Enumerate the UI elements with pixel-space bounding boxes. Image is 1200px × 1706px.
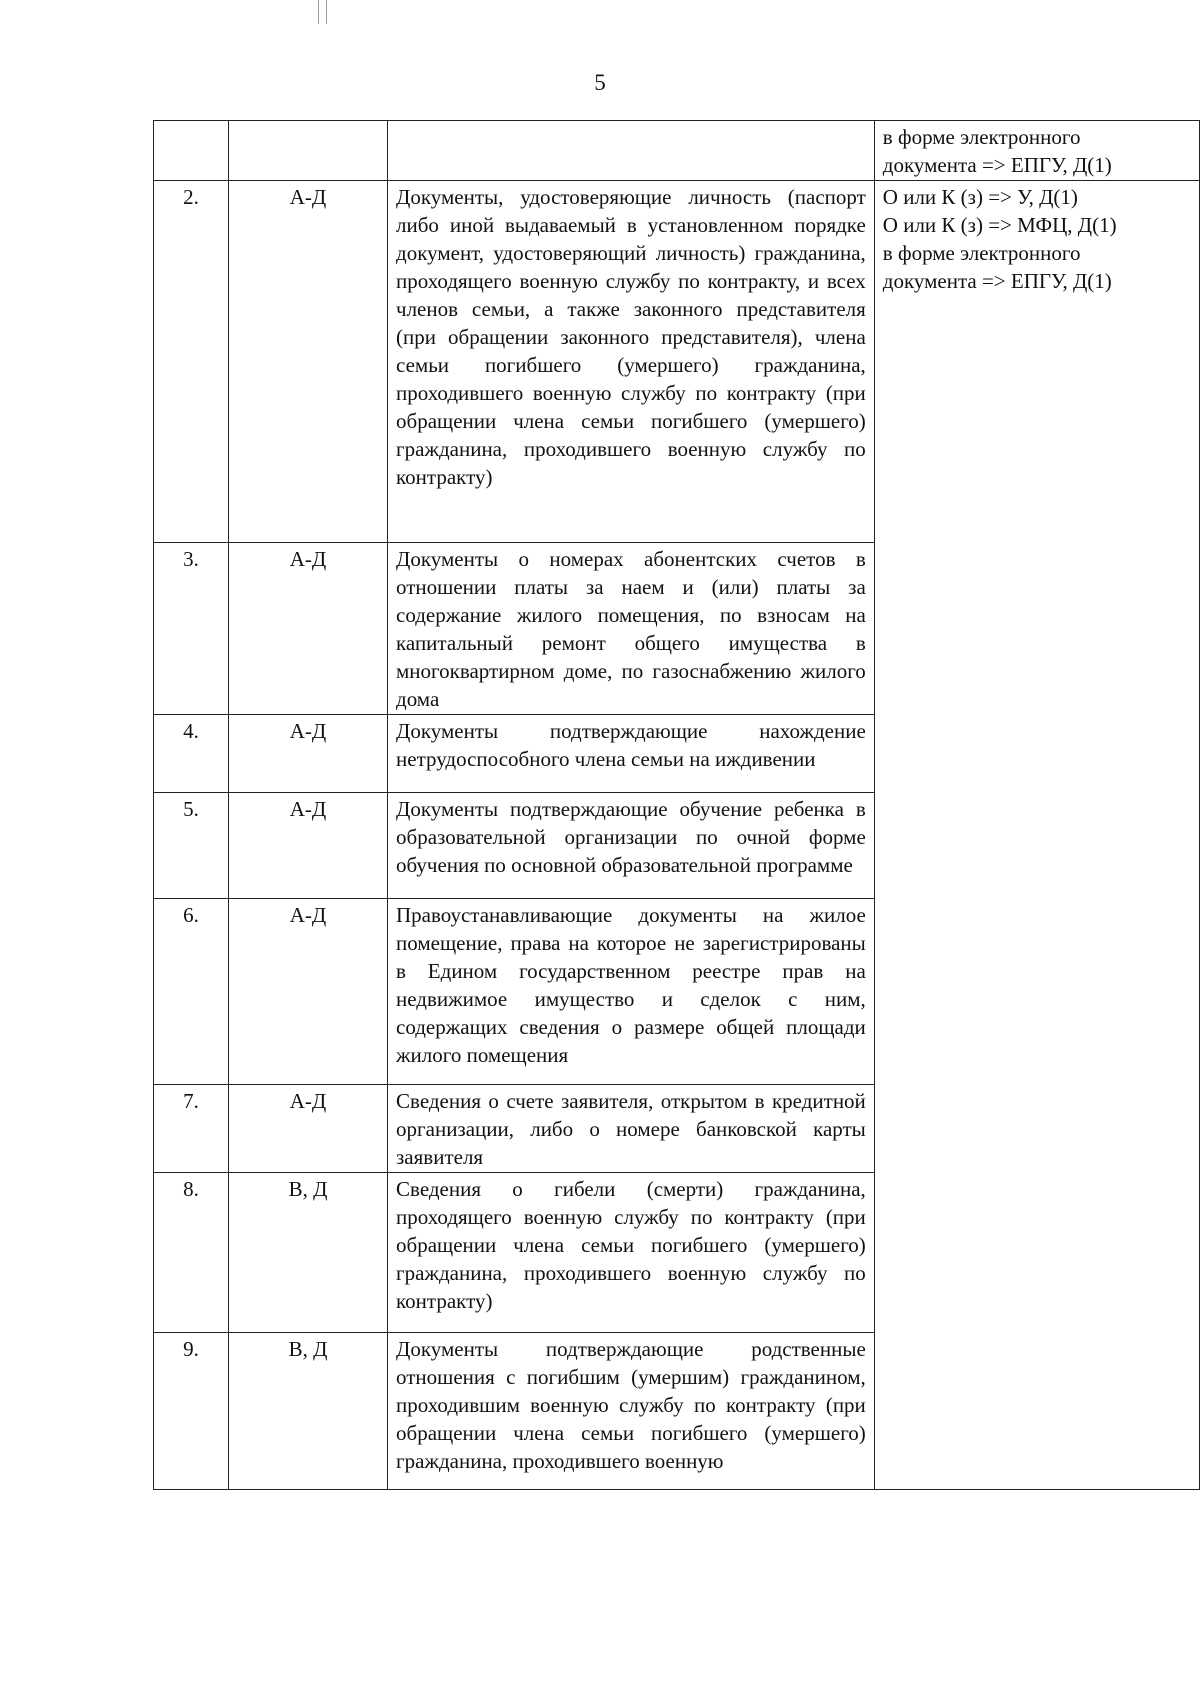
description-text: Сведения о гибели (смерти) гражданина, проходящего военную службу по контракту (при обращении члена семьи погибшего (умершего) гражданина, проходившего военную службу по контракту) <box>396 1177 866 1313</box>
table-row-continuation <box>154 121 1200 181</box>
description-text: Документы подтверждающие нахождение нетрудоспособного члена семьи на иждивении <box>396 719 866 771</box>
category-cell: А-Д <box>228 793 387 899</box>
submission-form-line: О или К (з) => У, Д(1) <box>882 185 1078 209</box>
row-number-cell: 9. <box>154 1333 229 1490</box>
category-cell: А-Д <box>228 715 387 793</box>
description-cell <box>388 543 875 715</box>
row-number-cell: 2. <box>154 181 229 543</box>
description-text: Документы о номерах абонентских счетов в отношении платы за наем и (или) платы за содержание жилого помещения, по взносам на капитальный ремонт общего имущества в многоквартирном доме, по газоснабжению жилого дома <box>396 547 866 711</box>
row-number-cell: 7. <box>154 1085 229 1173</box>
submission-form-line: документа => ЕПГУ, Д(1) <box>882 269 1112 293</box>
category-cell: А-Д <box>228 1085 387 1173</box>
description-cell <box>388 181 875 543</box>
row-number-cell: 6. <box>154 899 229 1085</box>
category-cell: В, Д <box>228 1173 387 1333</box>
description-text: Документы подтверждающие родственные отношения с погибшим (умершим) гражданином, проходившим военную службу по контракту (при обращении члена семьи погибшего (умершего) гражданина, проходившего военную <box>396 1337 866 1473</box>
description-cell <box>388 793 875 899</box>
documents-table <box>153 120 1200 1490</box>
row-number-cell <box>154 121 229 181</box>
submission-form-line: в форме электронного <box>882 125 1081 149</box>
submission-form-cell <box>874 181 1199 1490</box>
description-cell <box>388 1085 875 1173</box>
description-text: Документы, удостоверяющие личность (паспорт либо иной выдаваемый в установленном порядке документ, удостоверяющий личность) гражданина, проходящего военную службу по контракту, и всех членов семьи, а также законного представителя (при обращении законного представителя), члена семьи погибшего (умершего) гражданина, проходившего военную службу по контракту (при обращении члена семьи погибшего (умершего) гражданина, проходившего военную службу по контракту) <box>396 185 866 489</box>
row-number-cell: 5. <box>154 793 229 899</box>
table-row <box>154 181 1200 543</box>
submission-form-line: О или К (з) => МФЦ, Д(1) <box>882 213 1117 237</box>
description-cell <box>388 121 875 181</box>
scan-mark <box>326 0 327 24</box>
category-cell: А-Д <box>228 899 387 1085</box>
description-cell <box>388 899 875 1085</box>
row-number-cell: 3. <box>154 543 229 715</box>
description-text: Правоустанавливающие документы на жилое помещение, права на которое не зарегистрированы в Едином государственном реестре прав на недвижимое имущество и сделок с ним, содержащих сведения о размере общей площади жилого помещения <box>396 903 866 1067</box>
category-cell: А-Д <box>228 543 387 715</box>
description-cell <box>388 715 875 793</box>
category-cell: В, Д <box>228 1333 387 1490</box>
submission-form-line: документа => ЕПГУ, Д(1) <box>882 153 1112 177</box>
submission-form-line: в форме электронного <box>882 241 1081 265</box>
submission-form-cell <box>874 121 1199 181</box>
description-text: Документы подтверждающие обучение ребенка в образовательной организации по очной форме обучения по основной образовательной программе <box>396 797 866 877</box>
description-text: Сведения о счете заявителя, открытом в кредитной организации, либо о номере банковской карты заявителя <box>396 1089 866 1169</box>
row-number-cell: 4. <box>154 715 229 793</box>
description-cell <box>388 1173 875 1333</box>
scan-mark <box>318 0 319 24</box>
row-number-cell: 8. <box>154 1173 229 1333</box>
category-cell: А-Д <box>228 181 387 543</box>
category-cell <box>228 121 387 181</box>
description-cell <box>388 1333 875 1490</box>
page-number: 5 <box>594 70 606 95</box>
